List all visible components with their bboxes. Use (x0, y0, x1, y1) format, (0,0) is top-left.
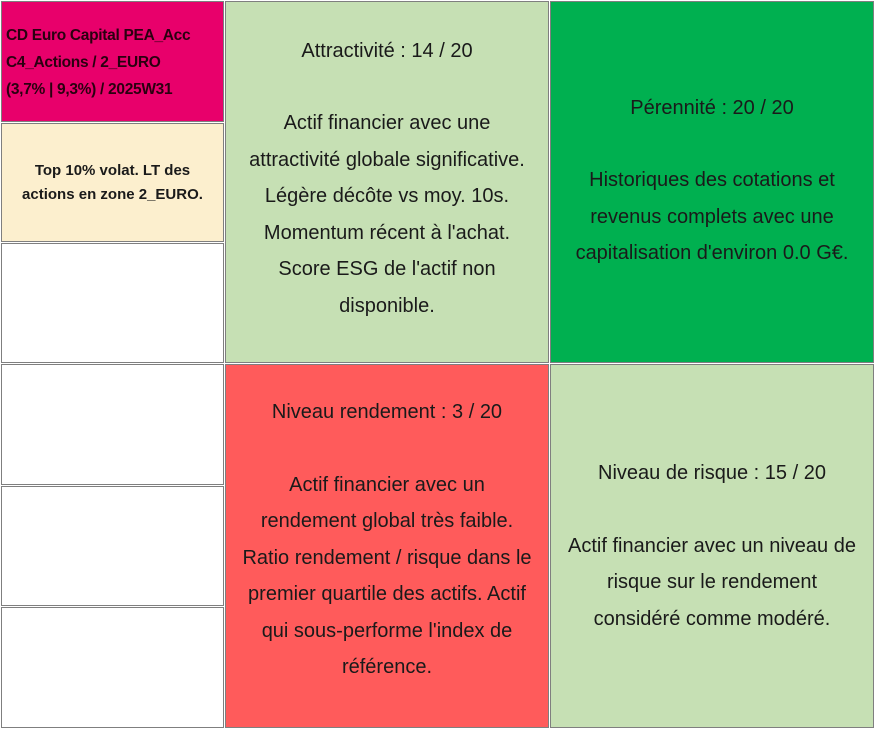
attractivite-text-line: Momentum récent à l'achat. (263, 221, 511, 244)
perennite-text-line: capitalisation d'environ 0.0 G€. (575, 242, 849, 264)
attractivite-title: Attractivité : 14 / 20 (301, 39, 473, 62)
attractivite-cell (225, 1, 549, 363)
empty-cell (1, 607, 224, 728)
rendement-text-line: qui sous-performe l'index de (261, 619, 513, 642)
risque-title: Niveau de risque : 15 / 20 (598, 462, 826, 484)
empty-cell (1, 364, 224, 485)
rendement-cell (225, 364, 549, 728)
rendement-text-line: Actif financier avec un (289, 473, 485, 496)
perennite-cell (550, 1, 874, 363)
volatility-note-line: actions en zone 2_EURO. (22, 185, 203, 203)
risque-text-line: risque sur le rendement (606, 571, 818, 593)
risque-cell (550, 364, 874, 728)
fund-identifier-cell (1, 1, 224, 122)
risque-text-line: considéré comme modéré. (593, 607, 831, 630)
fund-performance-period: (3,7% | 9,3%) / 2025W31 (6, 81, 173, 98)
volatility-note-cell (1, 123, 224, 242)
attractivite-text-line: Actif financier avec une (283, 112, 491, 135)
rendement-text-line: rendement global très faible. (260, 510, 514, 533)
volatility-note-line: Top 10% volat. LT des (34, 161, 191, 179)
risque-text-line: Actif financier avec un niveau de (568, 534, 856, 557)
perennite-text-line: revenus complets avec une (590, 205, 834, 228)
fund-name: CD Euro Capital PEA_Acc (6, 27, 191, 44)
fund-category: C4_Actions / 2_EURO (6, 54, 161, 71)
perennite-title: Pérennité : 20 / 20 (630, 96, 794, 119)
rendement-text-line: référence. (341, 656, 433, 679)
attractivite-text-line: Légère décôte vs moy. 10s. (264, 185, 510, 208)
rendement-text-line: premier quartile des actifs. Actif (248, 583, 526, 606)
rendement-text-line: Ratio rendement / risque dans le (242, 546, 532, 569)
empty-cell (1, 243, 224, 363)
empty-cell (1, 486, 224, 606)
perennite-text-line: Historiques des cotations et (589, 169, 835, 191)
attractivite-text-line: disponible. (339, 294, 435, 317)
attractivite-text-line: Score ESG de l'actif non (278, 258, 496, 281)
attractivite-text-line: attractivité globale significative. (249, 148, 525, 171)
rendement-title: Niveau rendement : 3 / 20 (271, 401, 503, 424)
